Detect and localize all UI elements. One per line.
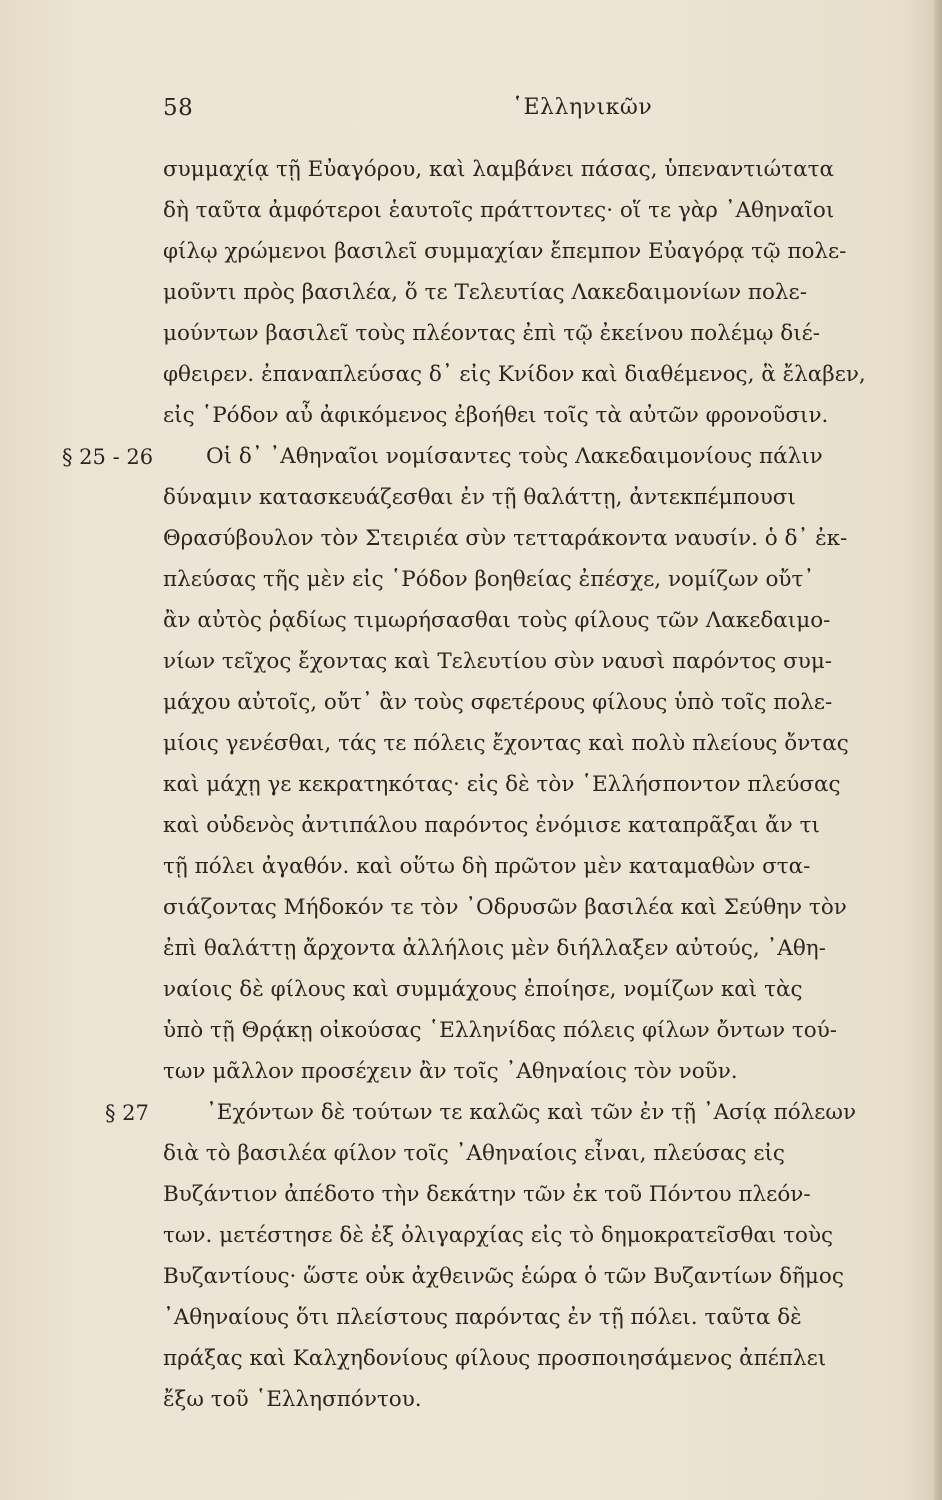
text-line: δύναμιν κατασκευάζεσθαι ἐν τῇ θαλάττῃ, ἀντεκπέμπουσι bbox=[163, 485, 796, 510]
text-line: ἔξω τοῦ ῾Ελλησπόντου. bbox=[163, 1387, 422, 1412]
text-line: ἂν αὐτὸς ῥᾳδίως τιμωρήσασθαι τοὺς φίλους τῶν Λακεδαιμο- bbox=[163, 608, 831, 633]
text-line: Οἱ δ᾿ ᾿Αθηναῖοι νομίσαντες τοὺς Λακεδαιμονίους πάλιν bbox=[206, 444, 823, 469]
page-header bbox=[0, 95, 942, 129]
text-line: ὑπὸ τῇ Θρᾴκῃ οἰκούσας ῾Ελληνίδας πόλεις φίλων ὄντων τού- bbox=[163, 1018, 838, 1043]
text-line: καὶ μάχῃ γε κεκρατηκότας· εἰς δὲ τὸν ῾Ελλήσποντον πλεύσας bbox=[163, 772, 841, 797]
section-marker-25-26: § 25 - 26 bbox=[62, 445, 154, 469]
page-edge bbox=[934, 0, 942, 1500]
text-line: μοῦντι πρὸς βασιλέα, ὅ τε Τελευτίας Λακεδαιμονίων πολε- bbox=[163, 280, 807, 305]
text-line: μάχου αὐτοῖς, οὔτ᾿ ἂν τοὺς σφετέρους φίλους ὑπὸ τοῖς πολε- bbox=[163, 690, 833, 715]
text-line: φθειρεν. ἐπαναπλεύσας δ᾿ εἰς Κνίδον καὶ διαθέμενος, ἃ ἔλαβεν, bbox=[163, 362, 866, 387]
text-line: εἰς ῾Ρόδον αὖ ἀφικόμενος ἐβοήθει τοῖς τὰ αὐτῶν φρονοῦσιν. bbox=[163, 403, 829, 428]
text-line: Βυζάντιον ἀπέδοτο τὴν δεκάτην τῶν ἐκ τοῦ Πόντου πλεόν- bbox=[163, 1182, 811, 1207]
text-line: Θρασύβουλον τὸν Στειριέα σὺν τετταράκοντα ναυσίν. ὁ δ᾿ ἐκ- bbox=[163, 526, 848, 551]
text-line: συμμαχίᾳ τῇ Εὐαγόρου, καὶ λαμβάνει πάσας, ὑπεναντιώτατα bbox=[163, 157, 835, 182]
text-line: δὴ ταῦτα ἀμφότεροι ἑαυτοῖς πράττοντες· οἵ τε γὰρ ᾿Αθηναῖοι bbox=[163, 198, 835, 223]
text-line: νίων τεῖχος ἔχοντας καὶ Τελευτίου σὺν ναυσὶ παρόντος συμ- bbox=[163, 649, 833, 674]
text-line: μούντων βασιλεῖ τοὺς πλέοντας ἐπὶ τῷ ἐκείνου πολέμῳ διέ- bbox=[163, 321, 821, 346]
text-line: πλεύσας τῆς μὲν εἰς ῾Ρόδον βοηθείας ἐπέσχε, νομίζων οὔτ᾿ bbox=[163, 567, 815, 592]
text-line: μίοις γενέσθαι, τάς τε πόλεις ἔχοντας καὶ πολὺ πλείους ὄντας bbox=[163, 731, 849, 756]
text-line: καὶ οὐδενὸς ἀντιπάλου παρόντος ἐνόμισε καταπρᾶξαι ἄν τι bbox=[163, 813, 820, 838]
text-line: διὰ τὸ βασιλέα φίλον τοῖς ᾿Αθηναίοις εἶναι, πλεύσας εἰς bbox=[163, 1141, 785, 1166]
text-line: σιάζοντας Μήδοκόν τε τὸν ᾿Οδρυσῶν βασιλέα καὶ Σεύθην τὸν bbox=[163, 895, 847, 920]
text-line: ᾿Εχόντων δὲ τούτων τε καλῶς καὶ τῶν ἐν τῇ ᾿Ασίᾳ πόλεων bbox=[206, 1100, 857, 1125]
text-line: πράξας καὶ Καλχηδονίους φίλους προσποιησάμενος ἀπέπλει bbox=[163, 1346, 827, 1371]
text-line: ἐπὶ θαλάττῃ ἄρχοντα ἀλλήλοις μὲν διήλλαξεν αὐτούς, ᾿Αθη- bbox=[163, 936, 826, 961]
text-line: τῇ πόλει ἀγαθόν. καὶ οὕτω δὴ πρῶτον μὲν καταμαθὼν στα- bbox=[163, 854, 811, 879]
text-line: ᾿Αθηναίους ὅτι πλείστους παρόντας ἐν τῇ πόλει. ταῦτα δὲ bbox=[163, 1305, 802, 1330]
section-marker-27: § 27 bbox=[105, 1101, 149, 1125]
running-head: ῾Ελληνικῶν bbox=[512, 95, 653, 120]
text-line: των μᾶλλον προσέχειν ἂν τοῖς ᾿Αθηναίοις τὸν νοῦν. bbox=[163, 1059, 738, 1084]
text-line: των. μετέστησε δὲ ἐξ ὀλιγαρχίας εἰς τὸ δημοκρατεῖσθαι τοὺς bbox=[163, 1223, 834, 1248]
text-line: Βυζαντίους· ὥστε οὐκ ἀχθεινῶς ἑώρα ὁ τῶν Βυζαντίων δῆμος bbox=[163, 1264, 844, 1289]
page-number: 58 bbox=[163, 95, 194, 121]
text-line: ναίοις δὲ φίλους καὶ συμμάχους ἐποίησε, νομίζων καὶ τὰς bbox=[163, 977, 803, 1002]
text-line: φίλῳ χρώμενοι βασιλεῖ συμμαχίαν ἔπεμπον Εὐαγόρᾳ τῷ πολε- bbox=[163, 239, 847, 264]
